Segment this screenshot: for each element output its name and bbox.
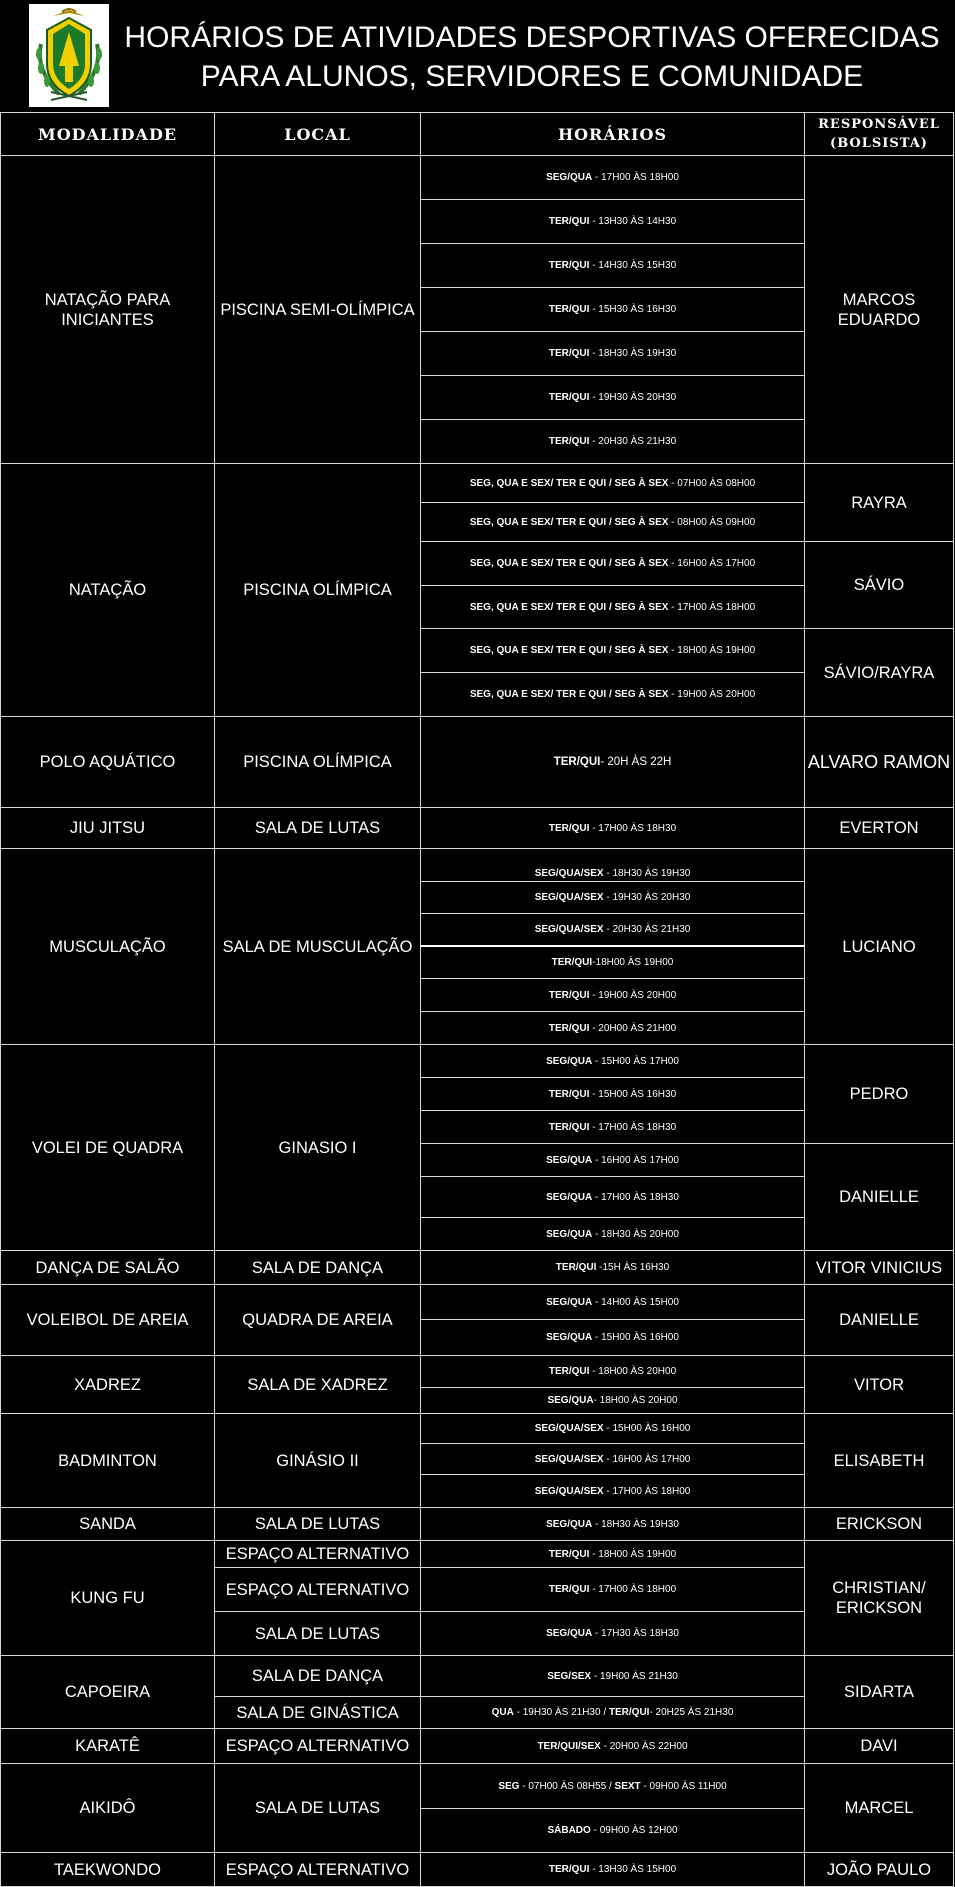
horario-time: - 18H00 ÀS 19H00: [589, 1548, 677, 1560]
responsavel-cell: EVERTON: [805, 808, 954, 849]
horario-days: SEG/QUA: [546, 1191, 593, 1203]
horario-cell: [421, 1568, 805, 1612]
horario-time: - 17H00 ÀS 18H00: [589, 1584, 677, 1595]
horario-time: - 09H00 ÀS 11H00: [640, 1780, 727, 1792]
title-line-1: HORÁRIOS DE ATIVIDADES DESPORTIVAS OFERECIDAS: [124, 21, 940, 54]
horario-cell: [421, 1251, 805, 1285]
responsavel-cell: CHRISTIAN/ ERICKSON: [805, 1541, 954, 1656]
horario-days: SEG/QUA/SEX: [534, 892, 604, 903]
horario-days: TER/QUI: [548, 989, 590, 1001]
modalidade-cell: POLO AQUÁTICO: [1, 717, 215, 808]
horario-days: TER/QUI: [548, 304, 590, 315]
horario-cell: [421, 464, 805, 503]
horario-days: SEG/QUA: [546, 1154, 593, 1166]
horario-time: - 13H30 ÀS 14H30: [589, 216, 677, 227]
responsavel-cell: DANIELLE: [805, 1285, 954, 1356]
horario-cell: [421, 629, 805, 673]
table-row: [1, 156, 954, 200]
horario-days: SEG/QUA/SEX: [534, 923, 604, 935]
table-row: [1, 1508, 954, 1541]
horario-days: TER/QUI: [548, 1022, 590, 1034]
horario-days: TER/QUI: [548, 1121, 590, 1133]
horario-time: - 17H00 ÀS 18H00: [603, 1485, 691, 1497]
horario-time: - 13H30 ÀS 15H00: [589, 1864, 677, 1875]
modalidade-cell: DANÇA DE SALÃO: [1, 1251, 215, 1285]
table-row: [1, 1729, 954, 1764]
horario-cell: [421, 849, 805, 882]
horario-days: TER/QUI: [548, 392, 590, 403]
horario-cell: [421, 1078, 805, 1111]
horario-days: SEG, QUA E SEX/ TER E QUI / SEG À SEX: [469, 477, 669, 489]
horario-cell: [421, 717, 805, 808]
horario-time: - 15H00 ÀS 17H00: [592, 1055, 679, 1067]
responsavel-cell: SÁVIO: [805, 542, 954, 629]
horario-time: - 16H00 ÀS 17H00: [603, 1453, 691, 1465]
horario-time: - 19H00 ÀS 20H00: [589, 989, 677, 1001]
horario-time: - 20H25 ÀS 21H30: [649, 1707, 734, 1718]
modalidade-cell: JIU JITSU: [1, 808, 215, 849]
horario-cell: [421, 1508, 805, 1541]
local-cell: SALA DE DANÇA: [215, 1656, 421, 1697]
horario-cell: [421, 1111, 805, 1144]
horario-cell: [421, 1218, 805, 1251]
horario-time: - 17H00 ÀS 18H30: [592, 1191, 679, 1203]
responsavel-cell: MARCOS EDUARDO: [805, 156, 954, 464]
horario-days: TER/QUI: [548, 216, 590, 227]
horario-days: SEG/QUA/SEX: [534, 1453, 604, 1465]
horario-cell: [421, 1764, 805, 1809]
table-row: [1, 1656, 954, 1697]
table-row: [1, 1251, 954, 1285]
horario-cell: [421, 1012, 805, 1045]
horario-days: SEG/QUA: [546, 172, 593, 183]
modalidade-cell: KARATÊ: [1, 1729, 215, 1764]
responsavel-cell: ERICKSON: [805, 1508, 954, 1541]
horario-cell: [421, 979, 805, 1012]
local-cell: ESPAÇO ALTERNATIVO: [215, 1853, 421, 1887]
horario-cell: [421, 542, 805, 586]
horario-cell: [421, 1656, 805, 1697]
horario-days: SEG: [498, 1780, 520, 1792]
local-cell: PISCINA OLÍMPICA: [215, 464, 421, 717]
modalidade-cell: XADREZ: [1, 1356, 215, 1414]
horario-time: - 17H00 ÀS 18H30: [589, 1121, 677, 1133]
responsavel-cell: ALVARO RAMON: [805, 717, 954, 808]
horario-days: TER/QUI: [551, 956, 593, 968]
table-row: [1, 1356, 954, 1388]
horario-time: - 18H00 ÀS 20H00: [593, 1395, 678, 1406]
header-bolsista-label: (BOLSISTA): [830, 136, 928, 151]
horario-days: SEG/QUA/SEX: [534, 1423, 604, 1434]
horario-cell: [421, 1697, 805, 1729]
horario-cell: [421, 586, 805, 629]
table-row: [1, 1045, 954, 1078]
local-cell: ESPAÇO ALTERNATIVO: [215, 1729, 421, 1764]
responsavel-cell: SÁVIO/RAYRA: [805, 629, 954, 717]
modalidade-cell: TAEKWONDO: [1, 1853, 215, 1887]
horario-days: TER/QUI: [548, 1088, 590, 1100]
horario-cell: [421, 1177, 805, 1218]
responsavel-cell: JOÃO PAULO: [805, 1853, 954, 1887]
horario-time: - 14H30 ÀS 15H30: [589, 260, 677, 271]
local-cell: SALA DE DANÇA: [215, 1251, 421, 1285]
modalidade-cell: NATAÇÃO: [1, 464, 215, 717]
horario-days: TER/QUI: [548, 436, 590, 447]
horario-time: - 19H00 ÀS 20H00: [668, 689, 756, 700]
table-row: [1, 1764, 954, 1809]
horario-time: - 20H ÀS 22H: [600, 756, 672, 768]
horario-days: QUA: [491, 1707, 514, 1718]
modalidade-cell: NATAÇÃO PARA INICIANTES: [1, 156, 215, 464]
horario-days: SEG/QUA: [546, 1332, 593, 1343]
local-cell: SALA DE MUSCULAÇÃO: [215, 849, 421, 1045]
horario-cell: [421, 1320, 805, 1356]
horario-cell: [421, 1809, 805, 1853]
horario-days: SEG, QUA E SEX/ TER E QUI / SEG À SEX: [469, 601, 669, 613]
horario-cell: [421, 200, 805, 244]
horario-time: - 17H00 ÀS 18H30: [589, 822, 677, 834]
horario-time: - 20H30 ÀS 21H30: [589, 436, 677, 447]
responsavel-cell: RAYRA: [805, 464, 954, 542]
horario-cell: [421, 332, 805, 376]
modalidade-cell: SANDA: [1, 1508, 215, 1541]
local-cell: ESPAÇO ALTERNATIVO: [215, 1568, 421, 1612]
modalidade-cell: VOLEI DE QUADRA: [1, 1045, 215, 1251]
horario-days: SEG/SEX: [547, 1670, 592, 1682]
horario-days: SEG/QUA/SEX: [534, 868, 604, 879]
local-cell: SALA DE XADREZ: [215, 1356, 421, 1414]
horario-time: - 09H00 ÀS 12H00: [590, 1825, 678, 1836]
horario-days: TER/QUI: [548, 1584, 590, 1595]
header-responsavel: [805, 113, 954, 156]
table-row: [1, 717, 954, 808]
modalidade-cell: MUSCULAÇÃO: [1, 849, 215, 1045]
horario-cell: [421, 1612, 805, 1656]
header-modalidade: MODALIDADE: [1, 113, 215, 156]
horario-days: TER/QUI: [553, 756, 601, 768]
horario-cell: [421, 1144, 805, 1177]
local-cell: GINASIO I: [215, 1045, 421, 1251]
horario-cell: [421, 808, 805, 849]
table-row: [1, 1285, 954, 1320]
horario-days: TER/QUI: [548, 348, 590, 359]
horario-cell: [421, 882, 805, 914]
responsavel-cell: MARCEL: [805, 1764, 954, 1853]
horario-time: - 18H30 ÀS 19H30: [589, 348, 677, 359]
horario-days: TER/QUI/SEX: [537, 1740, 601, 1752]
horario-time: - 14H00 ÀS 15H00: [592, 1296, 679, 1308]
responsavel-cell: ELISABETH: [805, 1414, 954, 1508]
header-responsavel-label: RESPONSÁVEL: [818, 117, 940, 132]
header-local: LOCAL: [215, 113, 421, 156]
horario-cell: [421, 420, 805, 464]
horario-cell: [421, 673, 805, 717]
horario-days: SEG/QUA: [546, 1518, 593, 1530]
horario-time: -15H ÀS 16H30: [596, 1262, 670, 1273]
horario-time: - 07H00 ÀS 08H00: [668, 477, 756, 489]
responsavel-cell: PEDRO: [805, 1045, 954, 1144]
horario-cell: [421, 156, 805, 200]
horario-days: SEG, QUA E SEX/ TER E QUI / SEG À SEX: [469, 516, 669, 528]
table-header-row: [1, 113, 954, 156]
horario-cell: [421, 1853, 805, 1887]
horario-days: SEG/QUA: [546, 1228, 593, 1240]
horario-cell: [421, 1045, 805, 1078]
table-row: [1, 1853, 954, 1887]
horario-cell: [421, 914, 805, 946]
horario-days: TER/QUI: [548, 1864, 590, 1875]
responsavel-cell: VITOR VINICIUS: [805, 1251, 954, 1285]
responsavel-cell: VITOR: [805, 1356, 954, 1414]
university-crest-icon: [29, 4, 109, 107]
table-row: [1, 464, 954, 503]
horario-time: - 18H30 ÀS 20H00: [592, 1228, 679, 1240]
horario-days: SEG, QUA E SEX/ TER E QUI / SEG À SEX: [469, 558, 669, 569]
horario-cell: [421, 1541, 805, 1568]
horario-days: TER/QUI: [548, 260, 590, 271]
horario-time: - 07H00 ÀS 08H55 /: [519, 1780, 615, 1792]
horario-cell: [421, 1388, 805, 1414]
horario-cell: [421, 1285, 805, 1320]
horario-days: TER/QUI: [555, 1262, 597, 1273]
horario-cell: [421, 1444, 805, 1475]
horario-cell: [421, 1729, 805, 1764]
horario-cell: [421, 1475, 805, 1508]
horario-days: TER/QUI: [608, 1707, 650, 1718]
horario-time: - 19H00 ÀS 21H30: [591, 1670, 678, 1682]
schedule-table: [0, 112, 954, 1887]
horario-days: TER/QUI: [548, 822, 590, 834]
horario-days: SEG/QUA: [546, 1628, 593, 1639]
horario-cell: [421, 376, 805, 420]
local-cell: SALA DE LUTAS: [215, 1612, 421, 1656]
horario-days: SÁBADO: [547, 1825, 591, 1836]
horario-time: - 15H30 ÀS 16H30: [589, 304, 677, 315]
local-cell: ESPAÇO ALTERNATIVO: [215, 1541, 421, 1568]
local-cell: SALA DE LUTAS: [215, 808, 421, 849]
horario-time: - 18H00 ÀS 19H00: [668, 645, 756, 656]
horario-time: - 19H30 ÀS 20H30: [603, 892, 691, 903]
horario-time: - 16H00 ÀS 17H00: [668, 558, 756, 569]
horario-time: - 20H00 ÀS 22H00: [600, 1740, 688, 1752]
title-line-2: PARA ALUNOS, SERVIDORES E COMUNIDADE: [200, 60, 864, 93]
local-cell: GINÁSIO II: [215, 1414, 421, 1508]
horario-time: - 08H00 ÀS 09H00: [668, 516, 756, 528]
modalidade-cell: CAPOEIRA: [1, 1656, 215, 1729]
modalidade-cell: VOLEIBOL DE AREIA: [1, 1285, 215, 1356]
horario-days: SEG/QUA: [546, 1055, 593, 1067]
responsavel-cell: DAVI: [805, 1729, 954, 1764]
horario-time: - 15H00 ÀS 16H00: [592, 1332, 679, 1343]
horario-days: SEG/QUA/SEX: [534, 1485, 604, 1497]
local-cell: SALA DE LUTAS: [215, 1764, 421, 1853]
table-row: [1, 1414, 954, 1444]
horario-cell: [421, 1356, 805, 1388]
horario-cell: [421, 288, 805, 332]
horario-time: - 18H00 ÀS 20H00: [589, 1366, 677, 1377]
table-row: [1, 1541, 954, 1568]
modalidade-cell: BADMINTON: [1, 1414, 215, 1508]
horario-time: - 17H00 ÀS 18H00: [592, 172, 679, 183]
horario-time: - 17H30 ÀS 18H30: [592, 1628, 679, 1639]
horario-days: SEG, QUA E SEX/ TER E QUI / SEG À SEX: [469, 645, 669, 656]
horario-days: SEG, QUA E SEX/ TER E QUI / SEG À SEX: [469, 689, 669, 700]
table-row: [1, 849, 954, 882]
horario-time: - 18H30 ÀS 19H30: [592, 1518, 679, 1530]
responsavel-cell: DANIELLE: [805, 1144, 954, 1251]
responsavel-cell: SIDARTA: [805, 1656, 954, 1729]
page-title: [112, 18, 952, 96]
horario-time: - 20H30 ÀS 21H30: [603, 923, 691, 935]
horario-cell: [421, 946, 805, 979]
horario-days: SEG/QUA: [547, 1395, 594, 1406]
local-cell: QUADRA DE AREIA: [215, 1285, 421, 1356]
horario-cell: [421, 244, 805, 288]
local-cell: PISCINA OLÍMPICA: [215, 717, 421, 808]
horario-days: TER/QUI: [548, 1366, 590, 1377]
horario-time: - 17H00 ÀS 18H00: [668, 601, 756, 613]
horario-days: TER/QUI: [548, 1548, 590, 1560]
horario-days: SEXT: [614, 1780, 641, 1792]
horario-time: -18H00 ÀS 19H00: [592, 956, 674, 968]
horario-time: - 15H00 ÀS 16H00: [603, 1423, 691, 1434]
horario-time: - 19H30 ÀS 21H30 /: [513, 1707, 609, 1718]
responsavel-cell: LUCIANO: [805, 849, 954, 1045]
header-horarios: HORÁRIOS: [421, 113, 805, 156]
table-row: [1, 808, 954, 849]
horario-cell: [421, 1414, 805, 1444]
local-cell: PISCINA SEMI-OLÍMPICA: [215, 156, 421, 464]
horario-time: - 20H00 ÀS 21H00: [589, 1022, 677, 1034]
local-cell: SALA DE LUTAS: [215, 1508, 421, 1541]
modalidade-cell: KUNG FU: [1, 1541, 215, 1656]
page-header: [0, 0, 955, 112]
local-cell: SALA DE GINÁSTICA: [215, 1697, 421, 1729]
horario-time: - 15H00 ÀS 16H30: [589, 1088, 677, 1100]
horario-cell: [421, 503, 805, 542]
horario-time: - 19H30 ÀS 20H30: [589, 392, 677, 403]
horario-time: - 18H30 ÀS 19H30: [603, 868, 691, 879]
horario-days: SEG/QUA: [546, 1296, 593, 1308]
modalidade-cell: AIKIDÔ: [1, 1764, 215, 1853]
horario-time: - 16H00 ÀS 17H00: [592, 1154, 679, 1166]
